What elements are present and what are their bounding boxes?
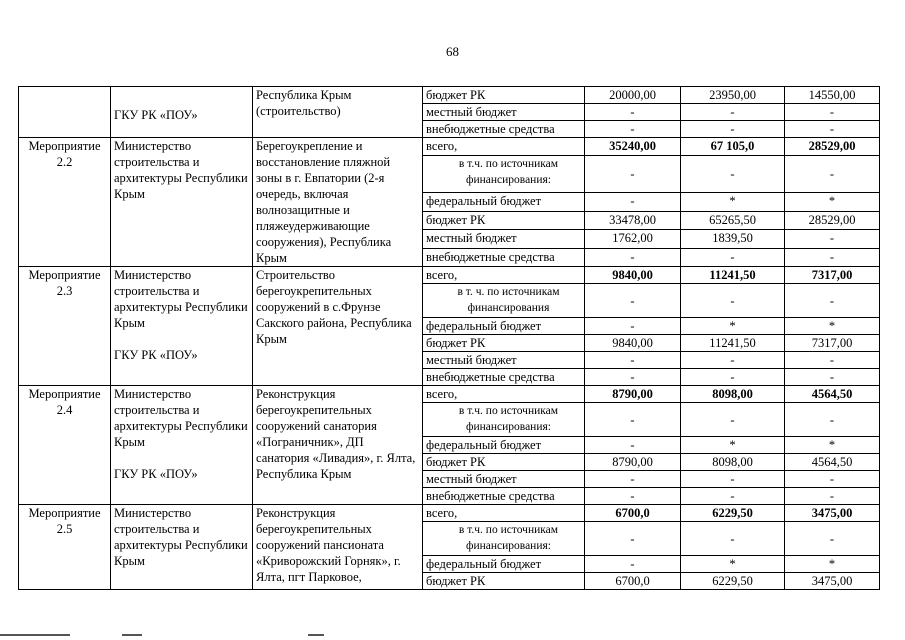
value-cell: 9840,00 <box>585 335 681 352</box>
value-cell: - <box>785 248 880 266</box>
source-label: местный бюджет <box>423 471 585 488</box>
sources-header-text: в т.ч. по источникам финансирования: <box>458 405 559 433</box>
sources-header <box>423 403 585 437</box>
value-cell: 6700,0 <box>585 573 681 590</box>
value-cell: - <box>681 403 785 437</box>
table-row <box>19 87 880 104</box>
value-cell: * <box>785 437 880 454</box>
source-label: внебюджетные средства <box>423 369 585 386</box>
executor-cell <box>111 267 253 386</box>
page-number: 68 <box>446 44 459 59</box>
value-cell: 67 105,0 <box>681 138 785 156</box>
object-cell: Реконструкция берегоукрепительных сооружений санатория «Пограничник», ДП санатория «Ливадия», г. Ялта, Республика Крым <box>253 386 423 505</box>
value-cell: 14550,00 <box>785 87 880 104</box>
source-label: внебюджетные средства <box>423 488 585 505</box>
value-cell: - <box>585 104 681 121</box>
value-cell: 1839,50 <box>681 230 785 248</box>
executor-name: Министерство строительства и архитектуры Республики Крым <box>114 139 248 201</box>
source-label: бюджет РК <box>423 211 585 229</box>
value-cell: - <box>681 369 785 386</box>
value-cell: - <box>681 522 785 556</box>
value-cell: 6229,50 <box>681 573 785 590</box>
executor-name-secondary: ГКУ РК «ПОУ» <box>114 348 198 362</box>
bottom-rule <box>308 634 324 636</box>
table-row <box>19 267 880 284</box>
value-cell: - <box>585 121 681 138</box>
source-label: федеральный бюджет <box>423 556 585 573</box>
sources-header <box>423 284 585 318</box>
value-cell: 4564,50 <box>785 386 880 403</box>
value-cell: - <box>681 488 785 505</box>
value-cell: 8790,00 <box>585 386 681 403</box>
source-label: бюджет РК <box>423 87 585 104</box>
value-cell: - <box>681 471 785 488</box>
value-cell: - <box>785 284 880 318</box>
value-cell: - <box>681 156 785 193</box>
value-cell: 65265,50 <box>681 211 785 229</box>
value-cell: - <box>585 369 681 386</box>
value-cell: - <box>585 488 681 505</box>
executor-name-secondary: ГКУ РК «ПОУ» <box>114 467 198 481</box>
event-cell <box>19 87 111 138</box>
value-cell: 33478,00 <box>585 211 681 229</box>
executor-cell <box>111 87 253 138</box>
value-cell: - <box>785 403 880 437</box>
value-cell: - <box>681 104 785 121</box>
value-cell: * <box>681 437 785 454</box>
value-cell: * <box>681 318 785 335</box>
executor-name: Министерство строительства и архитектуры Республики Крым <box>114 268 248 330</box>
value-cell: - <box>785 369 880 386</box>
total-label: всего, <box>423 138 585 156</box>
sources-header-text: в т. ч. по источникам финансирования <box>457 286 560 314</box>
value-cell: - <box>585 284 681 318</box>
source-label: бюджет РК <box>423 335 585 352</box>
source-label: внебюджетные средства <box>423 248 585 266</box>
value-cell: - <box>585 156 681 193</box>
value-cell: 20000,00 <box>585 87 681 104</box>
value-cell: 23950,00 <box>681 87 785 104</box>
event-cell: Мероприятие 2.2 <box>19 138 111 267</box>
value-cell: - <box>585 248 681 266</box>
value-cell: * <box>785 556 880 573</box>
value-cell: 9840,00 <box>585 267 681 284</box>
sources-header <box>423 156 585 193</box>
executor-cell <box>111 386 253 505</box>
value-cell: - <box>785 121 880 138</box>
value-cell: 7317,00 <box>785 335 880 352</box>
value-cell: 3475,00 <box>785 505 880 522</box>
source-label: местный бюджет <box>423 230 585 248</box>
value-cell: 7317,00 <box>785 267 880 284</box>
sources-header-text: в т.ч. по источникам финансирования: <box>458 158 559 187</box>
bottom-rule <box>122 634 142 636</box>
value-cell: 11241,50 <box>681 267 785 284</box>
value-cell: 3475,00 <box>785 573 880 590</box>
object-cell: Строительство берегоукрепительных сооружений в с.Фрунзе Сакского района, Республика Крым <box>253 267 423 386</box>
value-cell: - <box>681 121 785 138</box>
value-cell: - <box>585 352 681 369</box>
source-label: федеральный бюджет <box>423 193 585 211</box>
value-cell: 8098,00 <box>681 386 785 403</box>
object-cell: Реконструкция берегоукрепительных сооружений пансионата «Криворожский Горняк», г. Ялта, пгт Парковое, <box>253 505 423 590</box>
value-cell: - <box>585 556 681 573</box>
total-label: всего, <box>423 505 585 522</box>
event-cell: Мероприятие 2.4 <box>19 386 111 505</box>
value-cell: - <box>785 104 880 121</box>
value-cell: 4564,50 <box>785 454 880 471</box>
executor-cell <box>111 138 253 267</box>
event-cell: Мероприятие 2.3 <box>19 267 111 386</box>
object-cell: Берегоукрепление и восстановление пляжной зоны в г. Евпатории (2-я очередь, включая волнозащитные и пляжеудерживающие сооружения), Республика Крым <box>253 138 423 267</box>
value-cell: 28529,00 <box>785 211 880 229</box>
value-cell: 8098,00 <box>681 454 785 471</box>
executor-name: ГКУ РК «ПОУ» <box>114 108 198 122</box>
value-cell: - <box>585 403 681 437</box>
value-cell: - <box>585 522 681 556</box>
value-cell: * <box>681 556 785 573</box>
value-cell: - <box>681 352 785 369</box>
value-cell: - <box>585 471 681 488</box>
total-label: всего, <box>423 267 585 284</box>
executor-cell <box>111 505 253 590</box>
source-label: бюджет РК <box>423 454 585 471</box>
value-cell: - <box>785 156 880 193</box>
object-cell: Республика Крым (строительство) <box>253 87 423 138</box>
source-label: внебюджетные средства <box>423 121 585 138</box>
source-label: местный бюджет <box>423 104 585 121</box>
value-cell: 11241,50 <box>681 335 785 352</box>
source-label: федеральный бюджет <box>423 437 585 454</box>
funding-table <box>18 86 880 590</box>
value-cell: 6229,50 <box>681 505 785 522</box>
executor-name: Министерство строительства и архитектуры Республики Крым <box>114 387 248 449</box>
value-cell: 35240,00 <box>585 138 681 156</box>
value-cell: * <box>681 193 785 211</box>
value-cell: - <box>785 471 880 488</box>
table-row <box>19 386 880 403</box>
value-cell: - <box>681 248 785 266</box>
executor-name: Министерство строительства и архитектуры Республики Крым <box>114 506 248 568</box>
value-cell: 1762,00 <box>585 230 681 248</box>
value-cell: * <box>785 193 880 211</box>
value-cell: 28529,00 <box>785 138 880 156</box>
value-cell: 8790,00 <box>585 454 681 471</box>
value-cell: - <box>681 284 785 318</box>
value-cell: - <box>785 488 880 505</box>
source-label: федеральный бюджет <box>423 318 585 335</box>
value-cell: - <box>785 352 880 369</box>
sources-header <box>423 522 585 556</box>
value-cell: 6700,0 <box>585 505 681 522</box>
source-label: местный бюджет <box>423 352 585 369</box>
sources-header-text: в т.ч. по источникам финансирования: <box>458 524 559 552</box>
bottom-rule <box>0 634 70 636</box>
value-cell: - <box>585 318 681 335</box>
value-cell: - <box>785 522 880 556</box>
source-label: бюджет РК <box>423 573 585 590</box>
value-cell: - <box>585 437 681 454</box>
total-label: всего, <box>423 386 585 403</box>
value-cell: - <box>785 230 880 248</box>
value-cell: * <box>785 318 880 335</box>
table-row <box>19 138 880 156</box>
value-cell: - <box>585 193 681 211</box>
event-cell: Мероприятие 2.5 <box>19 505 111 590</box>
table-row <box>19 505 880 522</box>
